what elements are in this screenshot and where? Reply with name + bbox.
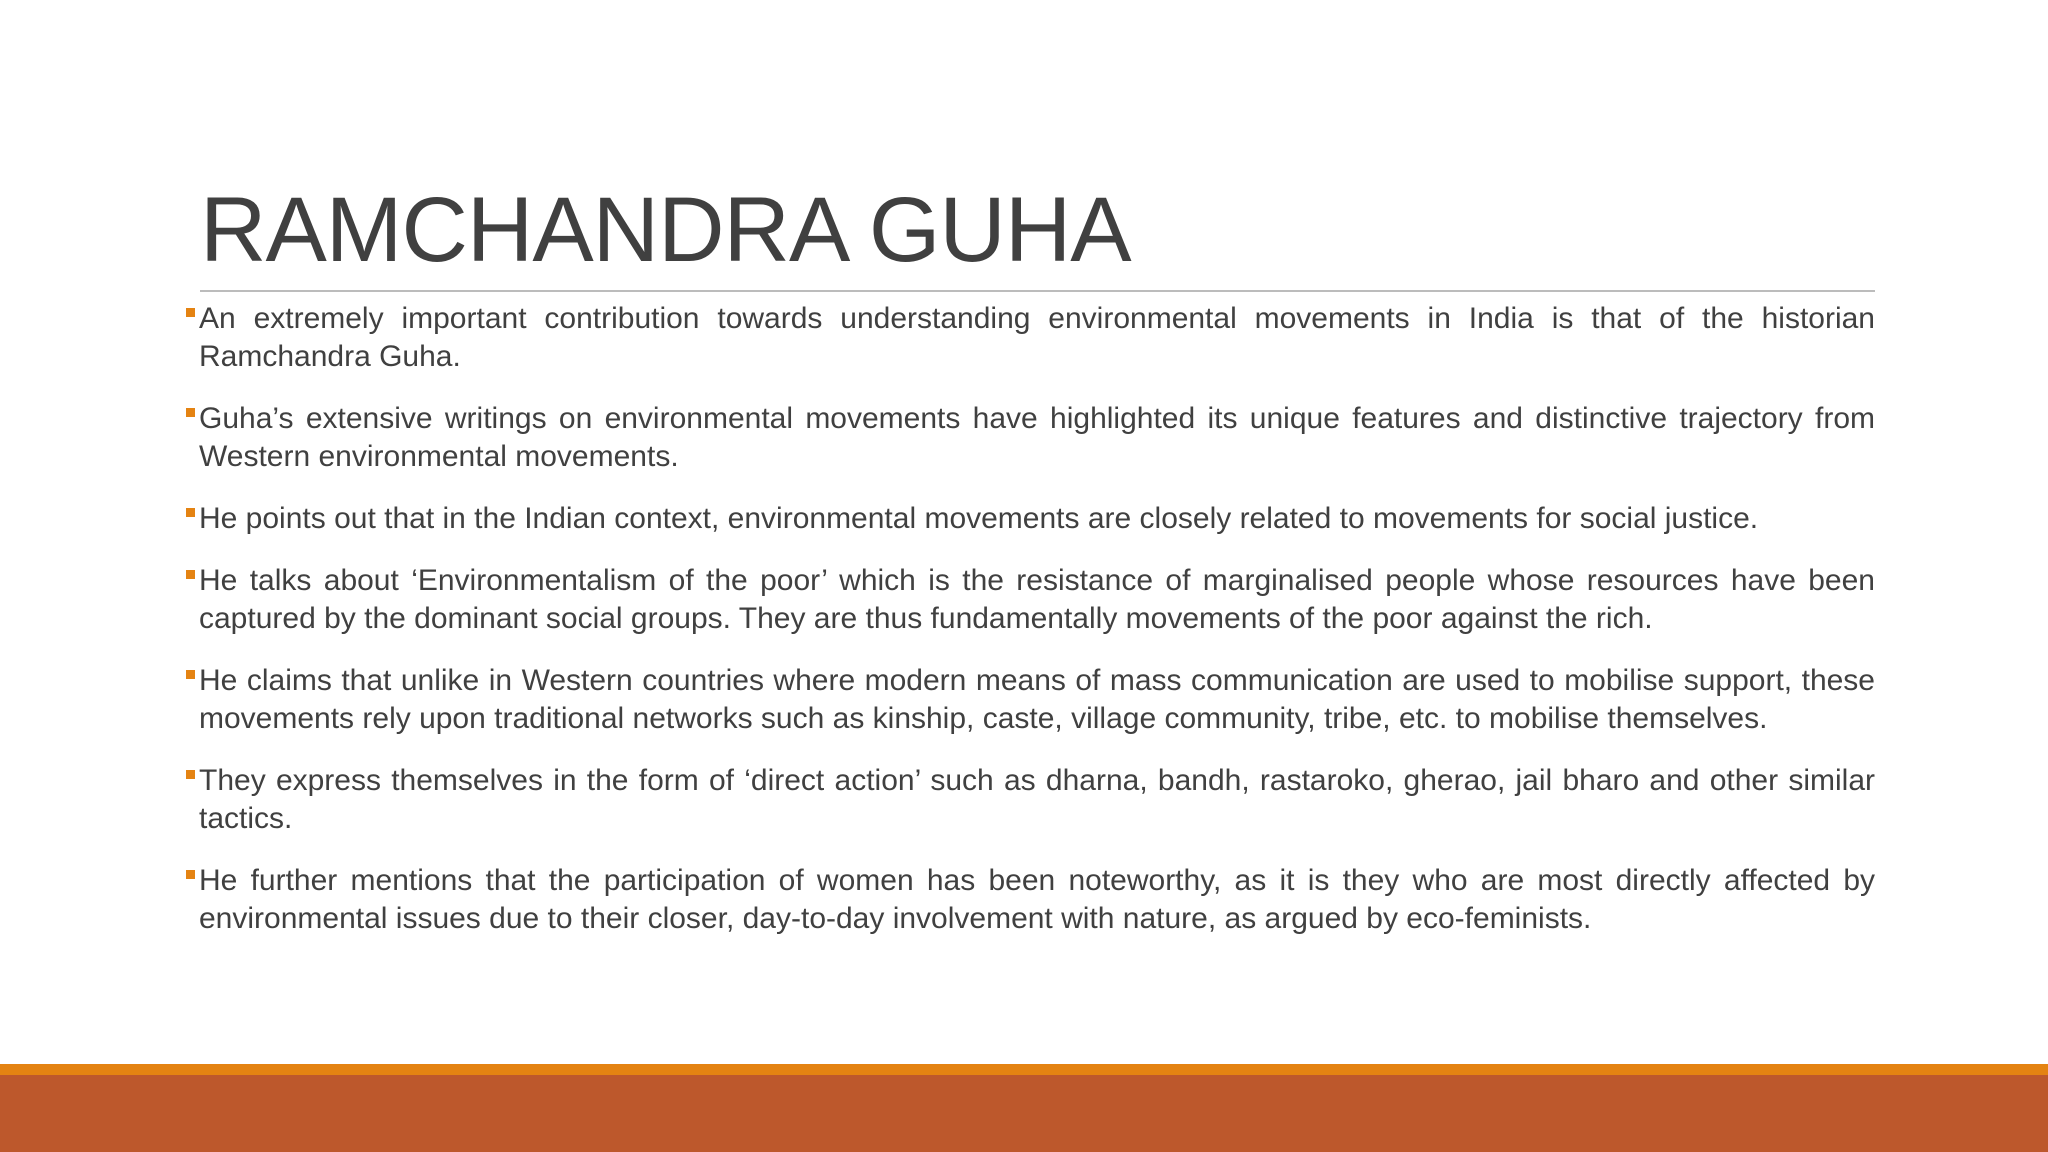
square-bullet-icon [186, 308, 195, 317]
square-bullet-icon [186, 508, 195, 517]
bullet-item [186, 762, 1875, 838]
footer-band [0, 1075, 2048, 1152]
square-bullet-icon [186, 770, 195, 779]
square-bullet-icon [186, 408, 195, 417]
bullet-text: He further mentions that the participation of women has been noteworthy, as it is they who are most directly affected by environmental issues due to their closer, day-to-day involvement with nature, as argued by eco-feminists. [199, 864, 1875, 935]
bullet-list [186, 300, 1875, 962]
bullet-text: He points out that in the Indian context, environmental movements are closely related to movements for social justice. [199, 502, 1759, 535]
bullet-item [186, 662, 1875, 738]
square-bullet-icon [186, 570, 195, 579]
bullet-text: They express themselves in the form of ‘direct action’ such as dharna, bandh, rastaroko, gherao, jail bharo and other similar tactics. [199, 764, 1875, 835]
bullet-item [186, 862, 1875, 938]
square-bullet-icon [186, 670, 195, 679]
bullet-item [186, 300, 1875, 376]
slide-title: RAMCHANDRA GUHA [200, 179, 1131, 281]
footer-accent-stripe [0, 1064, 2048, 1075]
square-bullet-icon [186, 870, 195, 879]
bullet-item [186, 400, 1875, 476]
title-underline [200, 290, 1875, 292]
bullet-text: He claims that unlike in Western countries where modern means of mass communication are used to mobilise support, these movements rely upon traditional networks such as kinship, caste, village community, tribe, etc. to mobilise themselves. [199, 664, 1875, 735]
bullet-item [186, 500, 1875, 538]
bullet-text: Guha’s extensive writings on environmental movements have highlighted its unique features and distinctive trajectory from Western environmental movements. [199, 402, 1875, 473]
bullet-item [186, 562, 1875, 638]
bullet-text: He talks about ‘Environmentalism of the poor’ which is the resistance of marginalised people whose resources have been captured by the dominant social groups. They are thus fundamentally movements of the poor against the rich. [199, 564, 1875, 635]
bullet-text: An extremely important contribution towards understanding environmental movements in India is that of the historian Ramchandra Guha. [199, 302, 1875, 373]
